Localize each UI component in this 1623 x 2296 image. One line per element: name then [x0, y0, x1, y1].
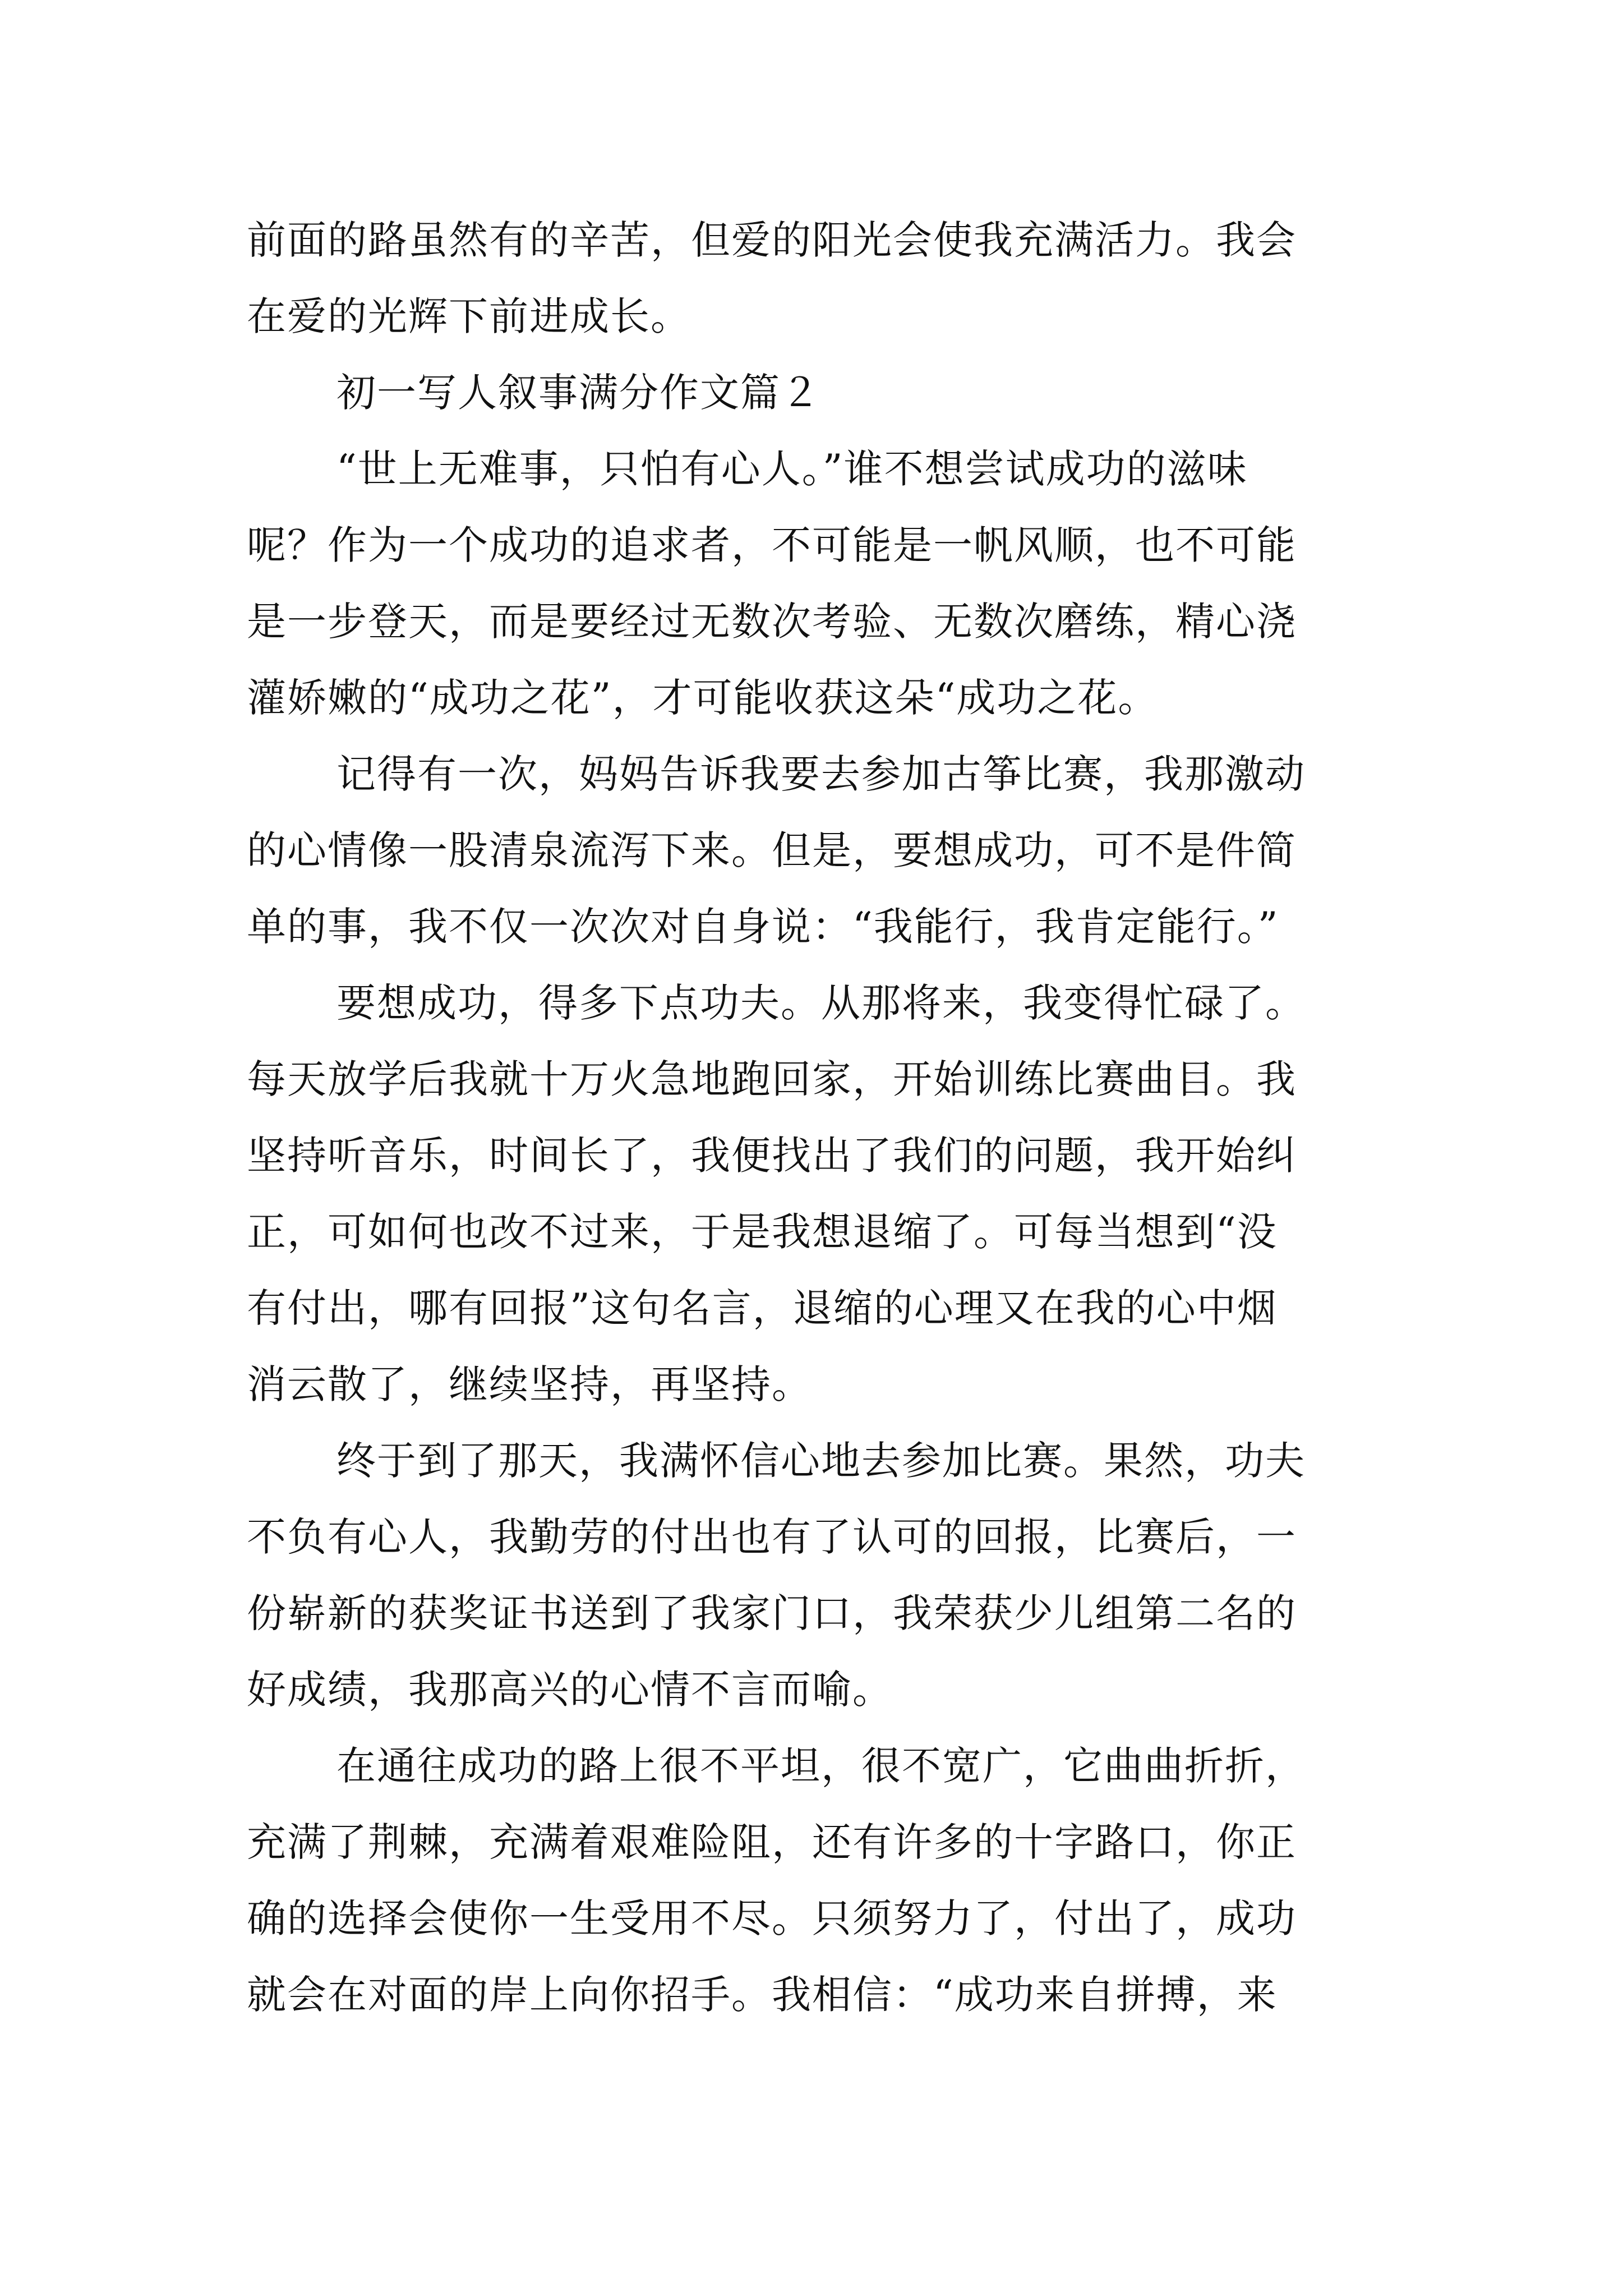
text-line: “世上无难事，只怕有心人。”谁不想尝试成功的滋味	[336, 446, 1248, 492]
text-line: 好成绩，我那高兴的心情不言而喻。	[247, 1667, 893, 1713]
text-line: 灌娇嫩的“成功之花”，才可能收获这朵“成功之花。	[247, 675, 1159, 721]
text-line: 正，可如何也改不过来，于是我想退缩了。可每当想到“没	[247, 1209, 1278, 1255]
document-body	[247, 202, 1374, 2033]
text-line: 单的事，我不仅一次次对自身说：“我能行，我肯定能行。”	[247, 904, 1279, 950]
text-line: 呢？作为一个成功的追求者，不可能是一帆风顺，也不可能	[247, 522, 1297, 568]
text-line: 在通往成功的路上很不平坦，很不宽广，它曲曲折折，	[336, 1743, 1306, 1789]
text-line: 是一步登天，而是要经过无数次考验、无数次磨练，精心浇	[247, 599, 1297, 645]
section-heading: 初一写人叙事满分作文篇２	[336, 370, 821, 416]
text-line: 不负有心人，我勤劳的付出也有了认可的回报，比赛后，一	[247, 1514, 1297, 1560]
text-line: 要想成功，得多下点功夫。从那将来，我变得忙碌了。	[336, 980, 1306, 1026]
text-line: 就会在对面的岸上向你招手。我相信：“成功来自拼搏，来	[247, 1972, 1278, 2018]
text-line: 在爱的光辉下前进成长。	[247, 293, 691, 339]
text-line: 的心情像一股清泉流泻下来。但是，要想成功，可不是件简	[247, 827, 1297, 873]
text-line: 有付出，哪有回报”这句名言，退缩的心理又在我的心中烟	[247, 1285, 1278, 1331]
text-line: 充满了荆棘，充满着艰难险阻，还有许多的十字路口，你正	[247, 1819, 1297, 1865]
text-line: 份崭新的获奖证书送到了我家门口，我荣获少儿组第二名的	[247, 1590, 1297, 1636]
text-line: 消云散了，继续坚持，再坚持。	[247, 1361, 812, 1407]
text-line: 每天放学后我就十万火急地跑回家，开始训练比赛曲目。我	[247, 1056, 1297, 1102]
text-line: 终于到了那天，我满怀信心地去参加比赛。果然，功夫	[336, 1438, 1306, 1484]
text-line: 前面的路虽然有的辛苦，但爱的阳光会使我充满活力。我会	[247, 217, 1297, 263]
text-line: 坚持听音乐，时间长了，我便找出了我们的问题，我开始纠	[247, 1133, 1297, 1179]
text-line: 确的选择会使你一生受用不尽。只须努力了，付出了，成功	[247, 1895, 1297, 1941]
text-line: 记得有一次，妈妈告诉我要去参加古筝比赛，我那激动	[336, 751, 1306, 797]
